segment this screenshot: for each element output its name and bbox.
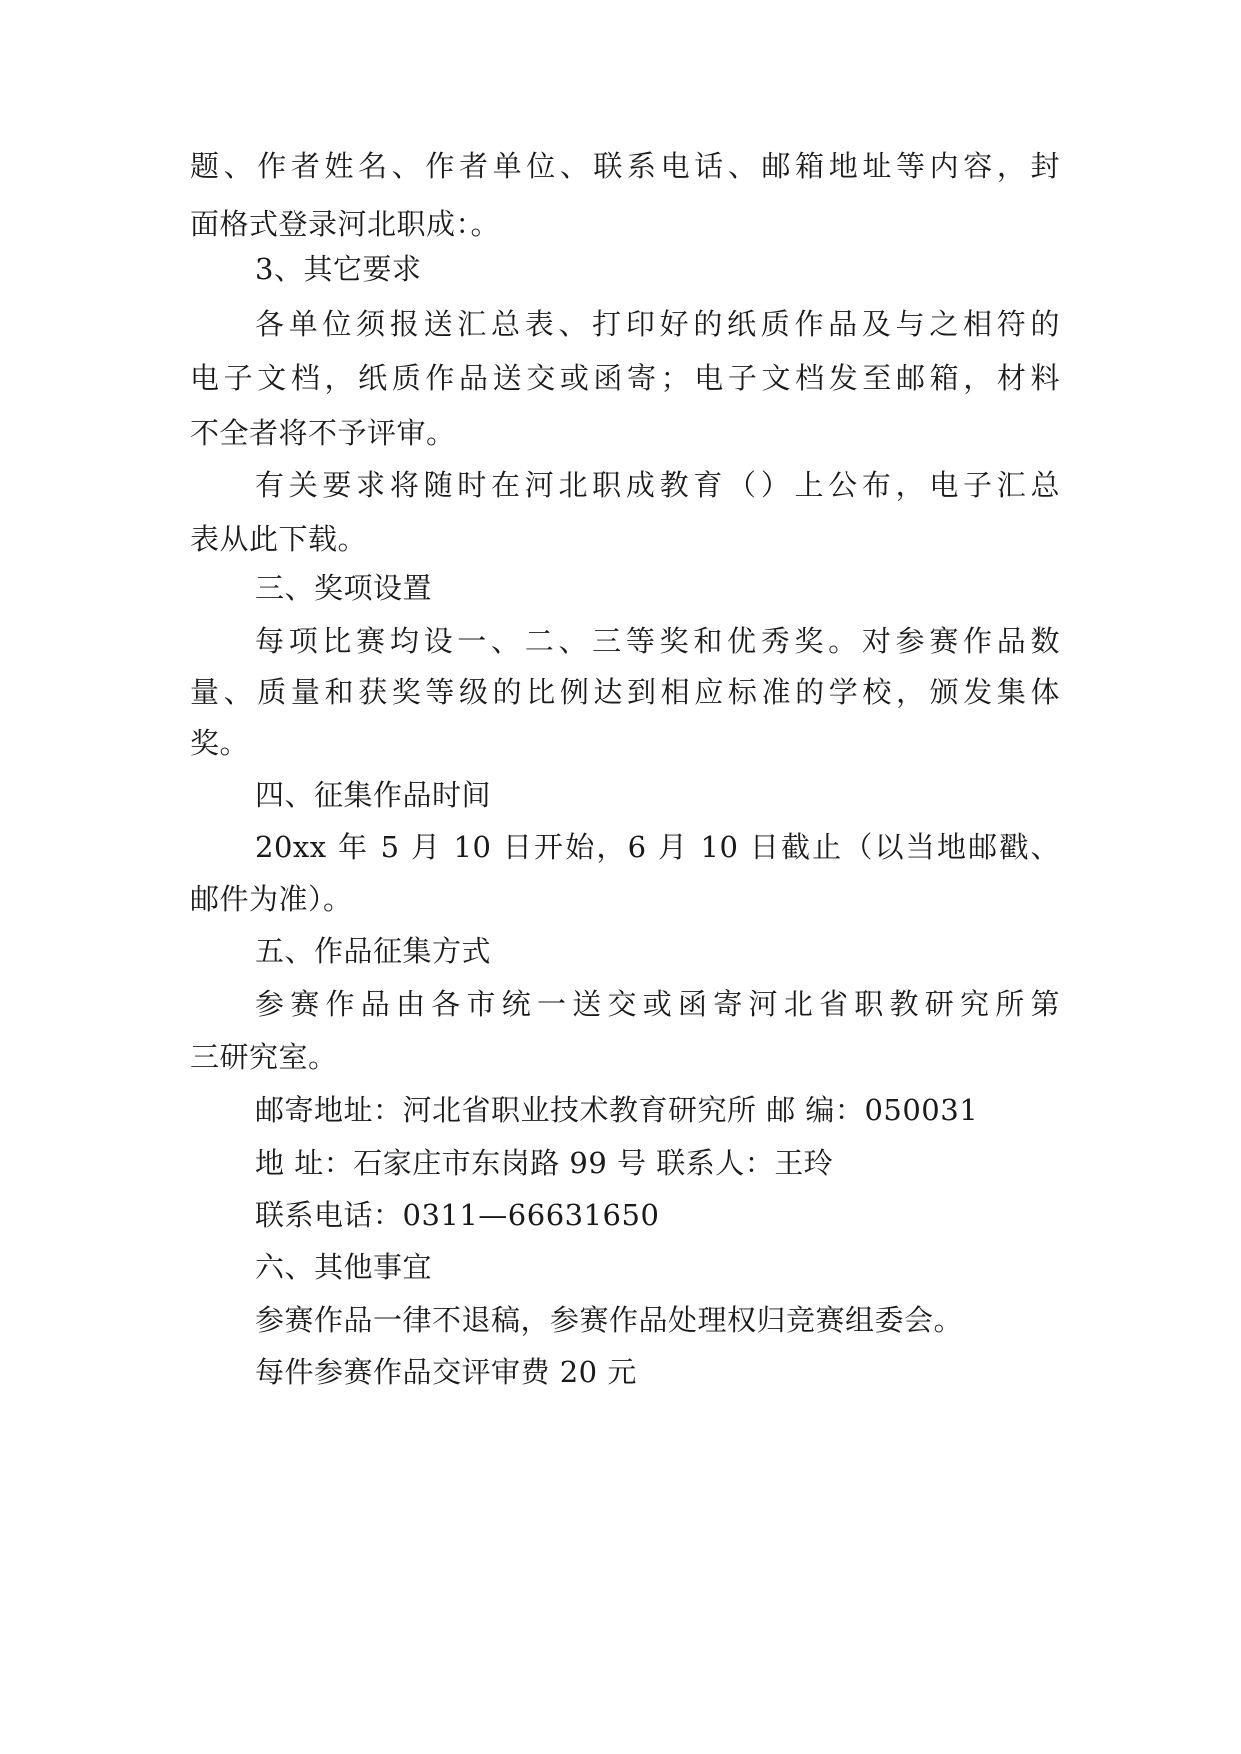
mailing-address-line: 邮寄地址：河北省职业技术教育研究所 邮 编：050031 bbox=[255, 1093, 979, 1127]
section-heading: 三、奖项设置 bbox=[255, 571, 433, 605]
body-text-line: 各单位须报送汇总表、打印好的纸质作品及与之相符的 bbox=[255, 307, 1060, 341]
body-text-line: 参赛作品一律不退稿，参赛作品处理权归竞赛组委会。 bbox=[255, 1303, 964, 1337]
section-heading: 五、作品征集方式 bbox=[255, 934, 492, 968]
phone-line: 联系电话：0311—66631650 bbox=[255, 1198, 660, 1232]
body-text-line: 不全者将不予评审。 bbox=[190, 416, 456, 450]
section-heading: 四、征集作品时间 bbox=[255, 778, 492, 812]
body-text-line: 表从此下载。 bbox=[190, 522, 368, 556]
body-text-line: 20xx 年 5 月 10 日开始，6 月 10 日截止（以当地邮戳、 bbox=[255, 830, 1060, 864]
address-contact-line: 地 址：石家庄市东岗路 99 号 联系人：王玲 bbox=[255, 1146, 834, 1180]
body-text-line: 有关要求将随时在河北职成教育（）上公布，电子汇总 bbox=[255, 468, 1060, 502]
section-subheading: 3、其它要求 bbox=[255, 252, 422, 286]
body-text-line: 参赛作品由各市统一送交或函寄河北省职教研究所第 bbox=[255, 987, 1060, 1021]
body-text-line: 题、作者姓名、作者单位、联系电话、邮箱地址等内容，封 bbox=[190, 149, 1060, 183]
body-text-line: 电子文档，纸质作品送交或函寄；电子文档发至邮箱，材料 bbox=[190, 361, 1060, 395]
section-heading: 六、其他事宜 bbox=[255, 1250, 433, 1284]
body-text-line: 量、质量和获奖等级的比例达到相应标准的学校，颁发集体 bbox=[190, 675, 1060, 709]
body-text-line: 每件参赛作品交评审费 20 元 bbox=[255, 1355, 637, 1389]
body-text-line: 每项比赛均设一、二、三等奖和优秀奖。对参赛作品数 bbox=[255, 624, 1060, 658]
body-text-line: 三研究室。 bbox=[190, 1040, 338, 1074]
body-text-line: 奖。 bbox=[190, 726, 250, 760]
body-text-line: 邮件为准）。 bbox=[190, 882, 353, 916]
body-text-line: 面格式登录河北职成：。 bbox=[190, 207, 501, 241]
